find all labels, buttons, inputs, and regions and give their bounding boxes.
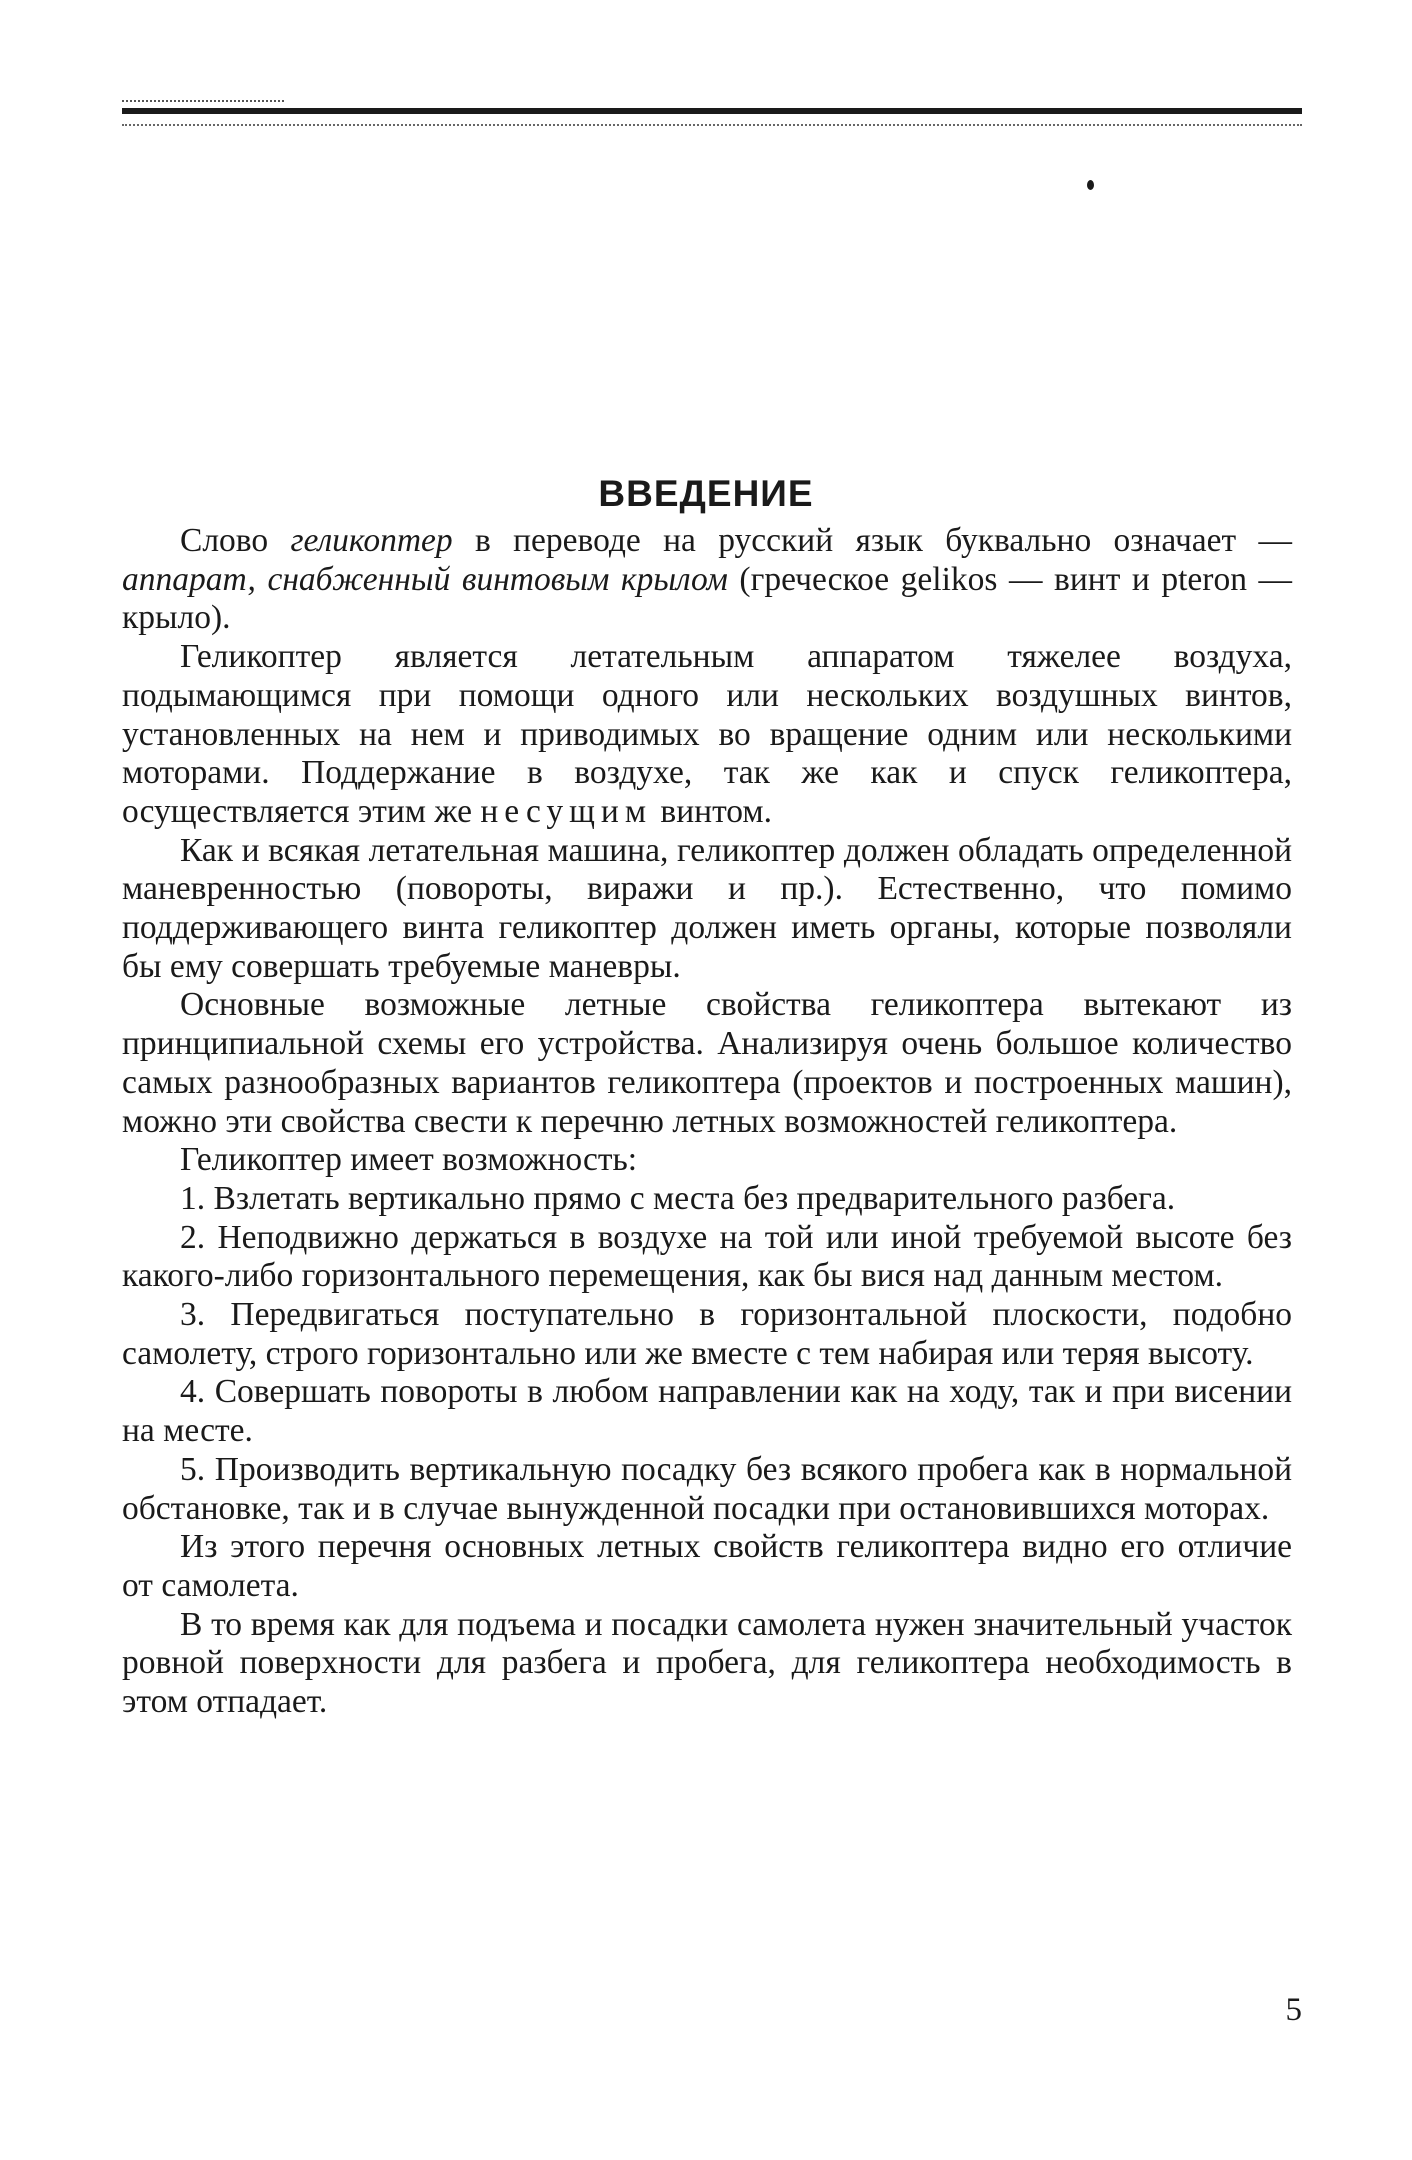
term-helicopter: геликоптер — [290, 522, 453, 559]
header-dotted-rule-short — [122, 100, 284, 102]
body-text — [122, 522, 1292, 1722]
print-speck — [1087, 180, 1094, 190]
term-definition: аппарат, снабженный винтовым крылом — [122, 560, 728, 598]
paragraph-4: Основные возможные летные свойства геликоптера вытекают из принципиальной схемы его устройства. Анализируя очень большое количество самых разнообразных вариантов геликоптера (проектов и построенных машин), можно эти свойства свести к перечню летных возможностей геликоптера. — [122, 986, 1292, 1140]
paragraph-2 — [122, 638, 1292, 832]
list-item: 4. Совершать повороты в любом направлении как на ходу, так и при висении на месте. — [122, 1373, 1292, 1450]
term-lifting: несущим — [480, 792, 653, 830]
paragraph-6: Из этого перечня основных летных свойств геликоптера видно его отличие от самолета. — [122, 1528, 1292, 1604]
paragraph-3: Как и всякая летательная машина, геликоптер должен обладать определенной маневренностью (повороты, виражи и пр.). Естественно, что помимо поддерживающего винта геликоптер должен иметь органы, которые позволяли бы ему совершать требуемые маневры. — [122, 831, 1292, 985]
page-number: 5 — [1285, 1992, 1302, 2028]
paragraph-1-part-c: в переводе на русский язык буквально означает — — [452, 522, 1292, 559]
list-item: 5. Производить вертикальную посадку без всякого пробега как в нормальной обстановке, так и в случае вынужденной посадки при остановившихся моторах. — [122, 1450, 1292, 1527]
paragraph-2-part-a: Геликоптер является летательным аппаратом тяжелее воздуха, подымающимся при помощи одного или нескольких воздушных винтов, установленных на нем и приводимых во вращение одним или несколькими моторами. Поддержание в воздухе, так же как и спуск геликоптера, осуществляется этим же — [122, 638, 1292, 830]
chapter-heading: ВВЕДЕНИЕ — [598, 473, 814, 514]
header-thick-rule — [122, 108, 1302, 114]
paragraph-7: В то время как для подъема и посадки самолета нужен значительный участок ровной поверхности для разбега и пробега, для геликоптера необходимость в этом отпадает. — [122, 1605, 1292, 1721]
header-dotted-rule-long — [122, 124, 1302, 126]
list-item: 2. Неподвижно держаться в воздухе на той или иной требуемой высоте без какого-либо горизонтального перемещения, как бы вися над данным местом. — [122, 1218, 1292, 1295]
paragraph-2-part-c: винтом. — [652, 792, 772, 830]
paragraph-1-part-e: (греческое gelikos — винт и pteron — крыло). — [122, 560, 1292, 637]
paragraph-1-part-a: Слово — [180, 522, 291, 559]
list-item: 1. Взлетать вертикально прямо с места без предварительного разбега. — [180, 1179, 1176, 1217]
paragraph-5: Геликоптер имеет возможность: — [180, 1141, 638, 1179]
list-item: 3. Передвигаться поступательно в горизонтальной плоскости, подобно самолету, строго горизонтально или же вместе с тем набирая или теряя высоту. — [122, 1296, 1292, 1372]
paragraph-1 — [122, 522, 1292, 638]
